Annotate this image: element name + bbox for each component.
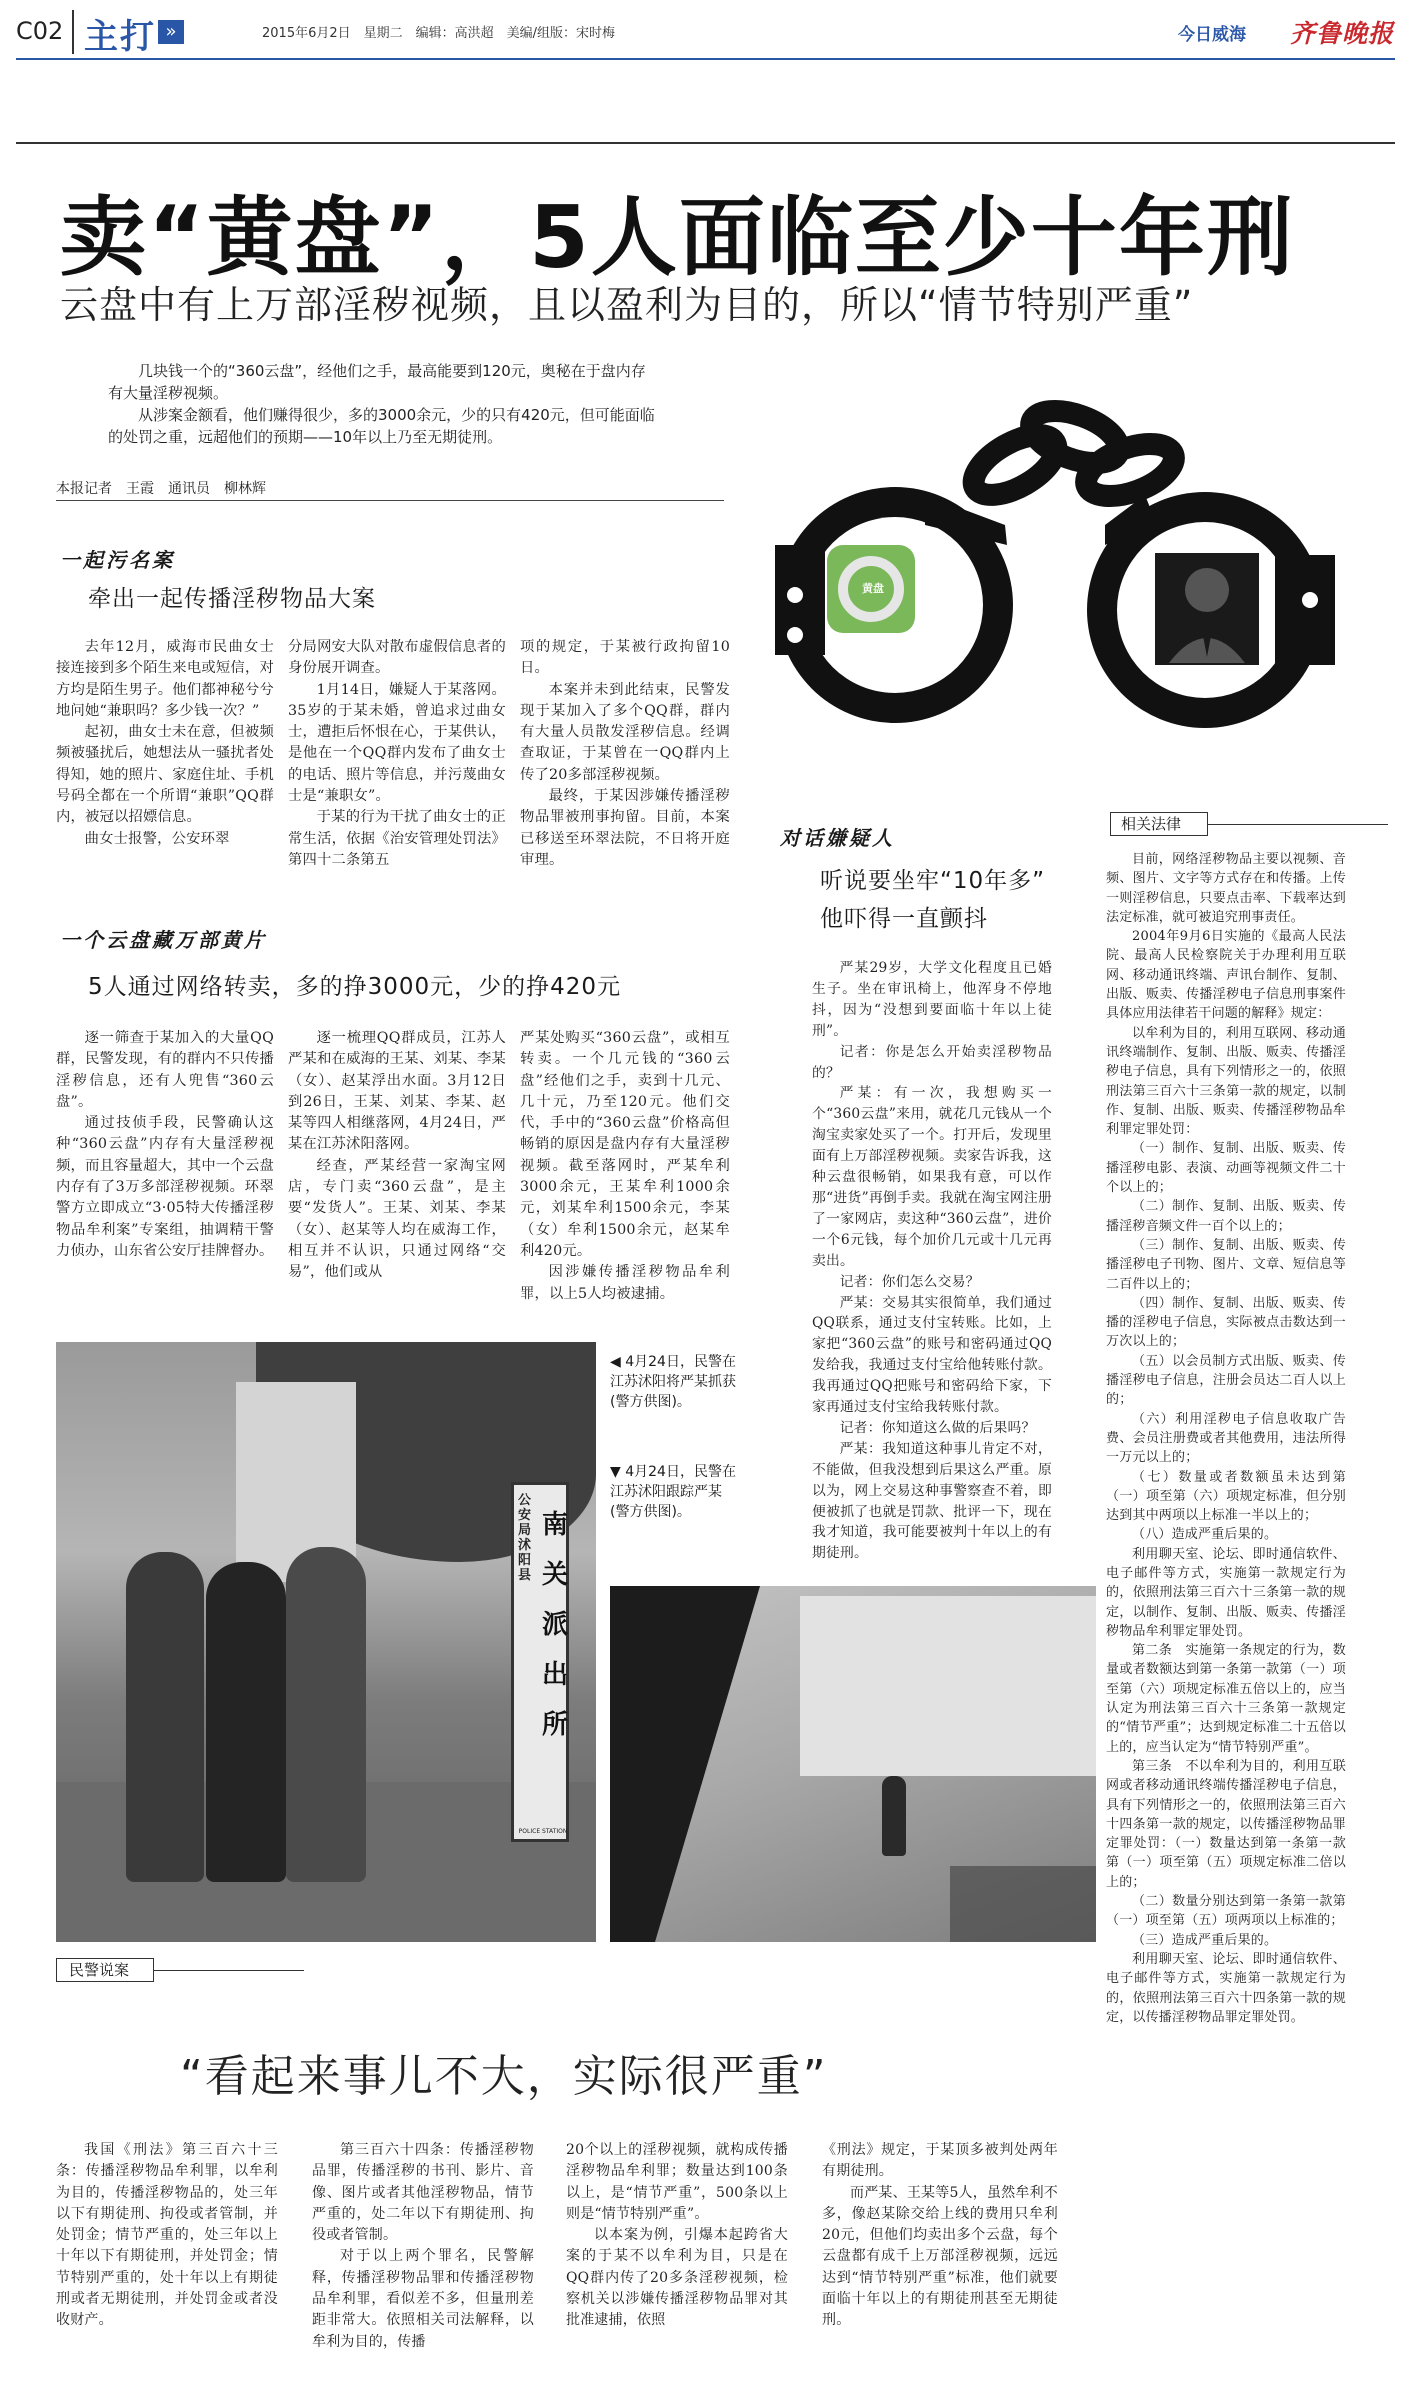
commentary-column2: [312, 2140, 534, 2353]
paragraph: （五）以会员制方式出版、贩卖、传播淫秽电子信息，注册会员达二百人以上的；: [1106, 1353, 1346, 1408]
paragraph: 逐一梳理QQ群成员，江苏人严某和在威海的王某、刘某、李某（女）、赵某浮出水面。3月12日到26日，王某、刘某、李某、赵某等四人相继落网，4月24日，严某在江苏沭阳落网。: [288, 1030, 506, 1153]
commentary-box-label-text: 民警说案: [69, 1961, 130, 1979]
paragraph: 《刑法》规定，于某顶多被判处两年有期徒刑。: [822, 2142, 1058, 2180]
sign-small-text: 公安局沭阳县: [518, 1493, 532, 1583]
paragraph: 曲女士报警，公安环翠: [84, 830, 230, 847]
paragraph: 因涉嫌传播淫秽物品牟利罪，以上5人均被逮捕。: [520, 1264, 730, 1302]
paragraph: 严某：有一次，我想购买一个“360云盘”来用，就花几元钱从一个淘宝卖家处买了一个。打开后，发现里面有上万部淫秽视频。卖家告诉我，这种云盘很畅销，如果我有意，可以作那“进货”再倒手卖。我就在淘宝网注册了一家网店，卖这种“360云盘”，进价一个6元钱，每个加价几元或十几元再卖出。: [812, 1085, 1052, 1269]
paragraph: 第三百六十四条：传播淫秽物品罪，传播淫秽的书刊、影片、音像、图片或者其他淫秽物品，情节严重的，处二年以下有期徒刑、拘役或者管制。: [312, 2142, 534, 2244]
byline-rule: [56, 500, 724, 501]
handcuffs-illustration: [775, 395, 1335, 735]
lead-block: [108, 360, 658, 448]
commentary-column1: [56, 2140, 278, 2332]
arrest-photo: [56, 1342, 596, 1942]
section2-title: 5人通过网络转卖，多的挣3000元，少的挣420元: [88, 974, 622, 1000]
paragraph: 我国《刑法》第三百六十三条：传播淫秽物品牟利罪，以牟利为目的，传播淫秽物品的，处三年以下有期徒刑、拘役或者管制，并处罚金；情节严重的，处三年以上十年以下有期徒刑，并处罚金；情节特别严重的，处十年以上有期徒刑或者无期徒刑，并处罚金或者没收财产。: [56, 2142, 278, 2329]
paragraph: 第二条 实施第一条规定的行为，数量或者数额达到第一条第一款第（一）项至第（六）项规定标准五倍以上的，应当认定为刑法第三百六十三条第一款规定的“情节严重”；达到规定标准二十五倍以上的，应当认定为“情节特别严重”。: [1106, 1643, 1346, 1755]
paragraph: 严某处购买“360云盘”，或相互转卖。一个几元钱的“360云盘”经他们之手，卖到十几元、几十元，乃至120元。他们交代，手中的“360云盘”价格高但畅销的原因是盘内存有大量淫秽视频。截至落网时，严某牟利3000余元，王某牟利1000余元，刘某牟利1500余元，李某（女）牟利1500余元，赵某牟利420元。: [520, 1030, 730, 1259]
paragraph: 1月14日，嫌疑人于某落网。35岁的于某未婚，曾追求过曲女士，遭拒后怀恨在心，于某供认，是他在一个QQ群内发布了曲女士的电话、照片等信息，并污蔑曲女士是“兼职女”。: [288, 681, 506, 805]
commentary-title: “看起来事儿不大，实际很严重”: [180, 2051, 828, 2102]
paragraph: 于某的行为干扰了曲女士的正常生活，依据《治安管理处罚法》第四十二条第五: [288, 809, 506, 868]
commentary-column4: [822, 2140, 1058, 2332]
top-divider: [16, 142, 1395, 144]
person-figure: [882, 1776, 906, 1856]
paragraph: 通过技侦手段，民警确认这种“360云盘”内存有大量淫秽视频，而且容量超大，其中一个云盘内存有了3万多部淫秽视频。环翠警方立即成立“3·05特大传播淫秽物品牟利案”专案组，抽调精干警力侦办，山东省公安厅挂牌督办。: [56, 1115, 274, 1259]
paragraph: （二）数量分别达到第一条第一款第（一）项至第（五）项两项以上标准的；: [1106, 1894, 1346, 1929]
section1-kicker: 一起污名案: [60, 548, 175, 572]
paragraph: 以牟利为目的，利用互联网、移动通讯终端制作、复制、出版、贩卖、传播淫秽电子信息，具有下列情形之一的，依照刑法第三百六十三条第一款的规定，以制作、复制、出版、贩卖、传播淫秽物品牟利罪定罪处罚：: [1106, 1025, 1346, 1138]
paragraph: 经查，严某经营一家淘宝网店，专门卖“360云盘”，是主要“发货人”。王某、刘某、李某（女）、赵某等人均在威海工作，相互并不认识，只通过网络“交易”，他们或从: [288, 1157, 506, 1281]
paragraph: （三）制作、复制、出版、贩卖、传播淫秽电子刊物、图片、文章、短信息等二百件以上的；: [1106, 1237, 1346, 1292]
paragraph: 而严某、王某等5人，虽然牟利不多，像赵某除交给上线的费用只牟利20元，但他们均卖出多个云盘，每个云盘都有成千上万部淫秽视频，远远达到“情节特别严重”标准，他们就要面临十年以上的有期徒刑甚至无期徒刑。: [822, 2184, 1058, 2329]
newspaper-logo: 齐鲁晚报: [1290, 19, 1395, 48]
headline: 卖“黄盘”，5人面临至少十年刑: [60, 188, 1295, 288]
building-shape: [800, 1596, 1096, 1776]
paragraph: 本案并未到此结束，民警发现于某加入了多个QQ群，群内有大量人员散发淫秽信息。经调查取证，于某曾在一QQ群内上传了20多部淫秽视频。: [520, 681, 730, 783]
paragraph: 严某：我知道这种事儿肯定不对，不能做，但我没想到后果这么严重。原以为，网上交易这种事警察查不着，即便被抓了也就是罚款、批评一下，现在我才知道，我可能要被判十年以上的有期徒刑。: [812, 1440, 1052, 1562]
dialogue-kicker: 对话嫌疑人: [780, 826, 895, 850]
caption-arrow-icon: ▼: [610, 1464, 626, 1480]
lead-paragraph: 从涉案金额看，他们赚得很少，多的3000余元，少的只有420元，但可能面临的处罚之重，远超他们的预期——10年以上乃至无期徒刑。: [108, 406, 655, 446]
dialogue-body: [812, 958, 1052, 1564]
caption-text: 4月24日，民警在江苏沭阳将严某抓获(警方供图)。: [610, 1354, 736, 1410]
paragraph: 去年12月，威海市民曲女士接连接到多个陌生来电或短信，对方均是陌生男子。他们都神秘兮兮地问她“兼职吗？多少钱一次？”: [56, 639, 274, 719]
section-name: 主打: [84, 17, 156, 57]
byline: 本报记者 王霞 通讯员 柳林辉: [56, 481, 266, 497]
chain-icon: [964, 401, 1181, 507]
paragraph: 项的规定，于某被行政拘留10日。: [520, 639, 730, 677]
paragraph: 记者：你知道这么做的后果吗？: [839, 1419, 1036, 1436]
paragraph: （三）造成严重后果的。: [1132, 1932, 1278, 1948]
paragraph: （四）制作、复制、出版、贩卖、传播的淫秽电子信息，实际被点击数达到一万次以上的；: [1106, 1295, 1346, 1350]
shadow-shape: [950, 1866, 1096, 1942]
page-code: C02: [16, 17, 64, 45]
paragraph: 严某：交易其实很简单，我们通过QQ联系，通过支付宝转账。比如，上家把“360云盘”的账号和密码通过QQ发给我，我通过支付宝给他转账付款。我再通过QQ把账号和密码给下家，下家再通过支付宝给我转账付款。: [812, 1294, 1052, 1416]
paragraph: 目前，网络淫秽物品主要以视频、音频、图片、文字等方式存在和传播。上传一则淫秽信息，只要点击率、下载率达到法定标准，就可被追究刑事责任。: [1106, 852, 1346, 925]
paragraph: 以本案为例，引爆本起跨省大案的于某不以牟利为目，只是在QQ群内传了20多条淫秽视频，检察机关以涉嫌传播淫秽物品罪对其批准逮捕，依照: [566, 2227, 788, 2329]
subheadline: 云盘中有上万部淫秽视频，且以盈利为目的，所以“情节特别严重”: [60, 283, 1194, 327]
paragraph: 20个以上的淫秽视频，就构成传播淫秽物品牟利罪；数量达到100条以上，是“情节严重”，500条以上则是“情节特别严重”。: [566, 2142, 788, 2222]
person-figure: [286, 1547, 366, 1882]
header-rule: [16, 58, 1395, 60]
page-header: [0, 0, 1409, 60]
sign-main-text: 南关派出所: [542, 1510, 569, 1740]
law-body: [1106, 850, 1346, 2027]
dialogue-title-line1: 听说要坐牢“10年多”: [820, 868, 1046, 894]
photo-caption-2: [610, 1462, 740, 1522]
lead-paragraph: 几块钱一个的“360云盘”，经他们之手，最高能要到120元，奥秘在于盘内存有大量淫秽视频。: [108, 362, 646, 402]
car-frame-shape: [610, 1586, 760, 1942]
paragraph: 最终，于某因涉嫌传播淫秽物品罪被刑事拘留。目前，本案已移送至环翠法院，不日将开庭审理。: [520, 788, 730, 868]
paragraph: 记者：你是怎么开始卖淫秽物品的？: [812, 1043, 1052, 1081]
section2-column2: [288, 1028, 506, 1284]
paragraph: 严某29岁，大学文化程度且已婚生子。坐在审讯椅上，他浑身不停地抖，因为“没想到要面临十年以上徒刑”。: [812, 960, 1052, 1039]
paragraph: 利用聊天室、论坛、即时通信软件、电子邮件等方式，实施第一款规定行为的，依照刑法第三百六十三条第一款的规定，以制作、复制、出版、贩卖、传播淫秽物品牟利罪定罪处罚。: [1106, 1546, 1346, 1639]
paragraph: 分局网安大队对散布虚假信息者的身份展开调查。: [288, 639, 506, 677]
photo-caption-1: [610, 1352, 740, 1412]
paragraph: 利用聊天室、论坛、即时通信软件、电子邮件等方式，实施第一款规定行为的，依照刑法第三百六十四条第一款的规定，以传播淫秽物品罪定罪处罚。: [1106, 1951, 1346, 2025]
double-chevron-icon: »: [158, 20, 184, 44]
person-figure: [126, 1552, 204, 1882]
huangpan-badge-label: 黄盘: [862, 582, 884, 595]
law-box-rule: [1208, 824, 1388, 825]
section1-column1: [56, 637, 274, 850]
paragraph: （二）制作、复制、出版、贩卖、传播淫秽音频文件一百个以上的；: [1106, 1199, 1346, 1234]
header-divider: [72, 10, 74, 54]
section1-title: 牵出一起传播淫秽物品大案: [88, 586, 376, 612]
person-figure: [206, 1562, 286, 1882]
law-box-label: [1110, 812, 1208, 836]
paragraph: 起初，曲女士未在意，但被频频被骚扰后，她想法从一骚扰者处得知，她的照片、家庭住址、手机号码全都在一个所谓“兼职”QQ群内，被冠以招嫖信息。: [56, 724, 274, 826]
paragraph: 第三条 不以牟利为目的，利用互联网或者移动通讯终端传播淫秽电子信息，具有下列情形之一的，依照刑法第三百六十四条第一款的规定，以传播淫秽物品罪定罪处罚：（一）数量达到第一条第一款第（一）项至第（五）项规定标准二倍以上的；: [1106, 1758, 1346, 1890]
commentary-box-rule: [154, 1970, 304, 1971]
caption-arrow-icon: ◀: [610, 1354, 626, 1370]
header-meta: 2015年6月2日 星期二 编辑：高洪超 美编/组版：宋时梅: [262, 26, 616, 41]
section1-column2: [288, 637, 506, 871]
law-box-label-text: 相关法律: [1121, 815, 1182, 833]
paragraph: 记者：你们怎么交易？: [839, 1273, 980, 1290]
paragraph: （一）制作、复制、出版、贩卖、传播淫秽电影、表演、动画等视频文件二十个以上的；: [1106, 1141, 1346, 1196]
paragraph: 2004年9月6日实施的《最高人民法院、最高人民检察院关于办理利用互联网、移动通讯终端、声讯台制作、复制、出版、贩卖、传播淫秽电子信息刑事案件具体应用法律若干问题的解释》规定：: [1106, 929, 1346, 1022]
tracking-photo: [610, 1586, 1096, 1942]
section2-column1: [56, 1028, 274, 1262]
edition-name: 今日威海: [1178, 25, 1246, 45]
section2-kicker: 一个云盘藏万部黄片: [60, 928, 267, 952]
section2-column3: [520, 1028, 730, 1305]
paragraph: （八）造成严重后果的。: [1132, 1527, 1278, 1543]
paragraph: 逐一筛查于某加入的大量QQ群，民警发现，有的群内不只传播淫秽信息，还有人兜售“360云盘”。: [56, 1030, 274, 1110]
sign-english-text: POLICE STATION: [518, 1828, 568, 1835]
commentary-box-label: [56, 1958, 154, 1982]
dialogue-title-line2: 他吓得一直颤抖: [820, 906, 988, 932]
paragraph: （七）数量或者数额虽未达到第（一）项至第（六）项规定标准，但分别达到其中两项以上标准一半以上的；: [1106, 1469, 1346, 1524]
paragraph: 对于以上两个罪名，民警解释，传播淫秽物品罪和传播淫秽物品牟利罪，看似差不多，但量刑差距非常大。依照相关司法解释，以牟利为目的，传播: [312, 2248, 534, 2350]
commentary-column3: [566, 2140, 788, 2332]
caption-text: 4月24日，民警在江苏沭阳跟踪严某(警方供图)。: [610, 1464, 736, 1520]
paragraph: （六）利用淫秽电子信息收取广告费、会员注册费或者其他费用，违法所得一万元以上的；: [1106, 1411, 1346, 1466]
section1-column3: [520, 637, 730, 871]
